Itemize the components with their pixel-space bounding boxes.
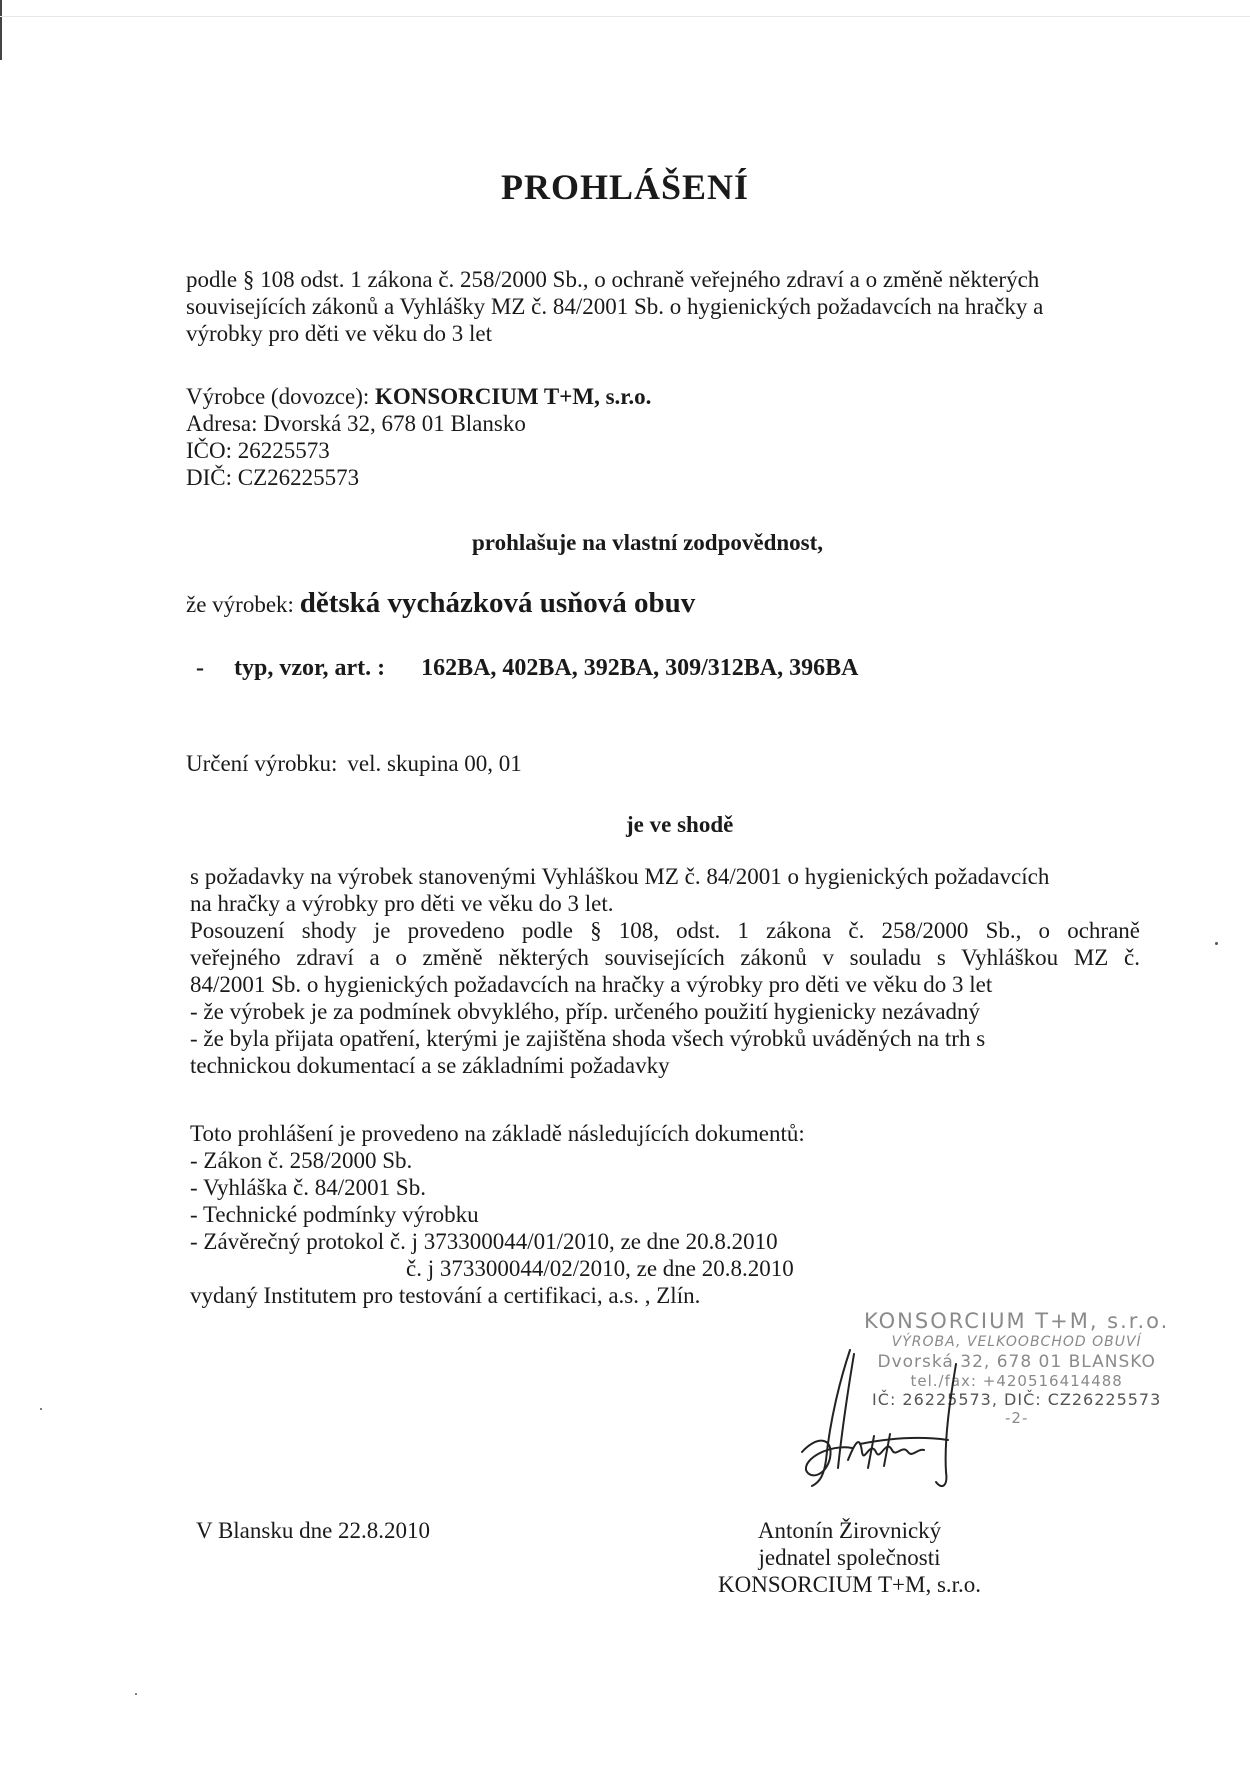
handwritten-signature — [790, 1340, 970, 1490]
intro-line: výrobky pro děti ve věku do 3 let — [186, 321, 492, 346]
scan-speck — [40, 1408, 42, 1410]
product-label: že výrobek: — [186, 592, 294, 617]
documents-heading: Toto prohlášení je provedeno na základě následujících dokumentů: — [190, 1121, 805, 1146]
place-and-date: V Blansku dne 22.8.2010 — [196, 1518, 431, 1543]
document-item: - Technické podmínky výrobku — [190, 1202, 479, 1227]
body-line: s požadavky na výrobek stanovenými Vyhláškou MZ č. 84/2001 o hygienických požadavcích — [190, 864, 1050, 889]
body-line: Posouzení shody je provedeno podle § 108, odst. 1 zákona č. 258/2000 Sb., o ochraně — [190, 918, 1140, 943]
purpose-line — [186, 750, 522, 777]
documents-list — [190, 1120, 805, 1309]
stamp-line: Dvorská 32, 678 01 BLANSKO — [877, 1352, 1156, 1372]
document-title: PROHLÁŠENÍ — [500, 167, 750, 207]
types-label: typ, vzor, art. : — [234, 655, 386, 681]
scan-edge — [0, 0, 2, 60]
conformity-statement: je ve shodě — [626, 812, 734, 837]
body-line: - že byla přijata opatření, kterými je zajištěna shoda všech výrobků uváděných na trh s — [190, 1026, 986, 1051]
purpose-value: vel. skupina 00, 01 — [347, 751, 522, 776]
signer-role: jednatel společnosti — [758, 1545, 941, 1570]
scan-edge — [0, 16, 1250, 17]
signer-block — [718, 1517, 981, 1598]
purpose-label: Určení výrobku: — [186, 751, 338, 776]
body-line: veřejného zdraví a o změně některých souvisejících zákonů v souladu s Vyhláškou MZ č. — [190, 945, 1140, 970]
scan-speck — [1215, 942, 1218, 945]
manufacturer-block — [186, 383, 651, 491]
document-item: - Vyhláška č. 84/2001 Sb. — [190, 1175, 426, 1200]
intro-line: podle § 108 odst. 1 zákona č. 258/2000 Sb., o ochraně veřejného zdraví a o změně některých — [186, 267, 1040, 292]
manufacturer-dic: DIČ: CZ26225573 — [186, 465, 360, 490]
manufacturer-label: Výrobce (dovozce): — [186, 384, 370, 409]
types-dash: - — [196, 655, 204, 681]
manufacturer-ico: IČO: 26225573 — [186, 438, 330, 463]
document-item: - Závěrečný protokol č. j 373300044/01/2010, ze dne 20.8.2010 — [190, 1229, 778, 1254]
stamp-line: -2- — [1004, 1409, 1029, 1427]
document-item: - Zákon č. 258/2000 Sb. — [190, 1148, 413, 1173]
conformity-body — [190, 863, 1140, 1079]
stamp-line: tel./fax: +420516414488 — [910, 1372, 1123, 1390]
documents-issuer: vydaný Institutem pro testování a certifikaci, a.s. , Zlín. — [190, 1283, 701, 1308]
declaration-statement: prohlašuje na vlastní zodpovědnost, — [472, 530, 824, 555]
types-values: 162BA, 402BA, 392BA, 309/312BA, 396BA — [421, 655, 859, 681]
intro-line: souvisejících zákonů a Vyhlášky MZ č. 84/2001 Sb. o hygienických požadavcích na hračky a — [186, 294, 1044, 319]
intro-paragraph — [186, 266, 1043, 347]
body-line: technickou dokumentací a se základními požadavky — [190, 1053, 670, 1078]
types-line — [196, 655, 858, 682]
manufacturer-line — [186, 383, 651, 410]
product-value: dětská vycházková usňová obuv — [299, 587, 696, 619]
scan-speck — [135, 1693, 137, 1695]
body-line: 84/2001 Sb. o hygienických požadavcích na hračky a výrobky pro děti ve věku do 3 let — [190, 972, 993, 997]
document-item: č. j 373300044/02/2010, ze dne 20.8.2010 — [406, 1256, 794, 1281]
product-line — [186, 587, 696, 619]
manufacturer-address: Adresa: Dvorská 32, 678 01 Blansko — [186, 411, 526, 436]
body-line: - že výrobek je za podmínek obvyklého, příp. určeného použití hygienicky nezávadný — [190, 999, 981, 1024]
stamp-line: VÝROBA, VELKOOBCHOD OBUVÍ — [891, 1334, 1142, 1350]
stamp-line: KONSORCIUM T+M, s.r.o. — [864, 1309, 1170, 1333]
signer-company: KONSORCIUM T+M, s.r.o. — [718, 1572, 982, 1597]
manufacturer-name: KONSORCIUM T+M, s.r.o. — [375, 384, 652, 409]
stamp-line: IČ: 26225573, DIČ: CZ26225573 — [872, 1390, 1162, 1409]
body-line: na hračky a výrobky pro děti ve věku do 3 let. — [190, 891, 614, 916]
signer-name: Antonín Žirovnický — [757, 1518, 942, 1543]
